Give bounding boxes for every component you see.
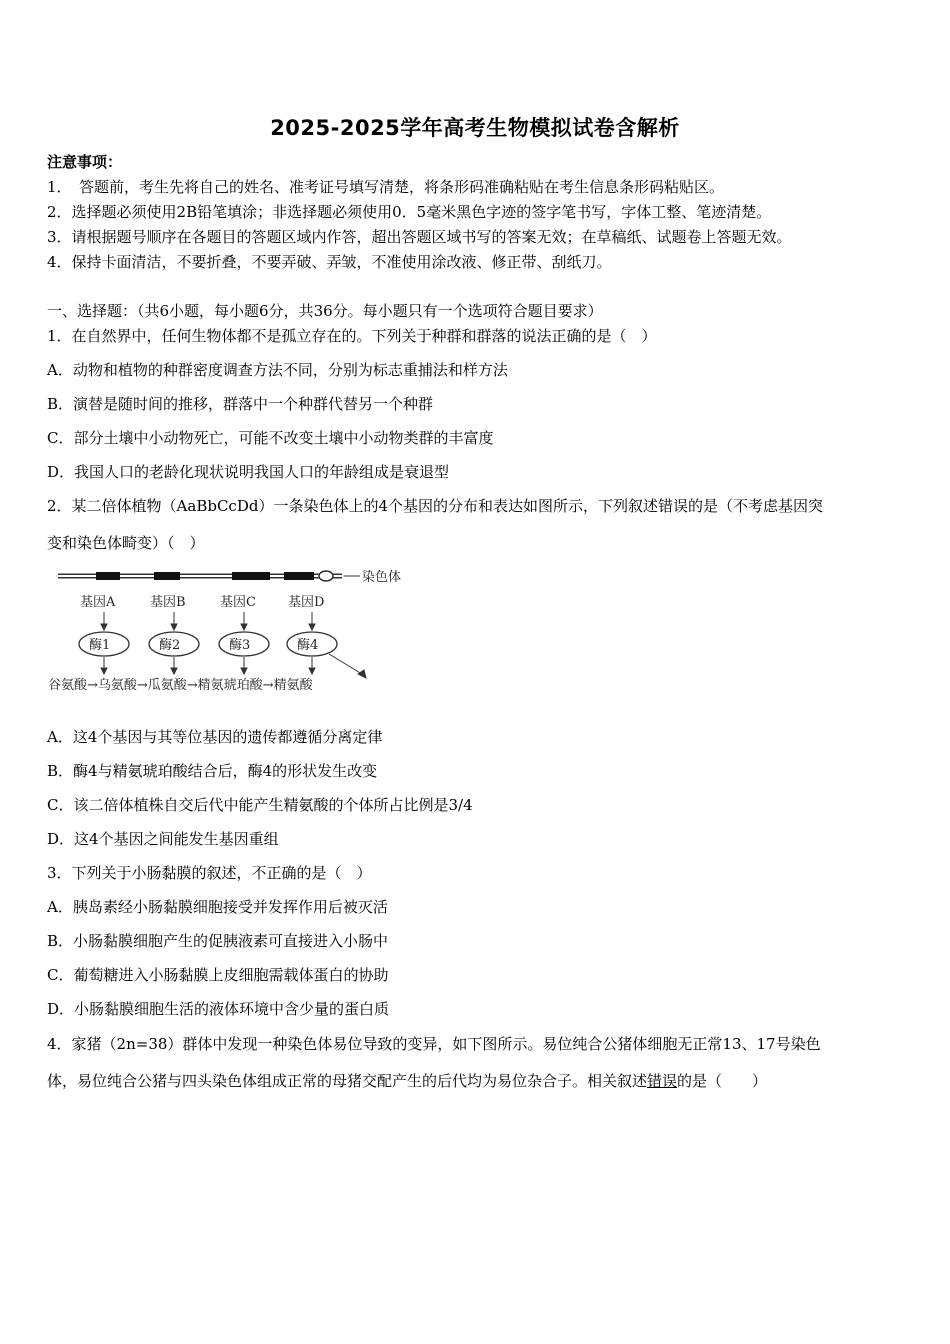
notice-item-1: 1． 答题前，考生先将自己的姓名、准考证号填写清楚，将条形码准确粘贴在考生信息条形码粘贴区。 [47, 178, 725, 196]
q4-stem-line2 [47, 1071, 767, 1091]
q3-option-a: A．胰岛素经小肠黏膜细胞接受并发挥作用后被灭活 [47, 898, 388, 916]
enzyme-1-label: 酶1 [89, 638, 111, 653]
gene-b-band [154, 572, 180, 580]
q4-stem-text-c: 的是（ ） [677, 1072, 768, 1090]
chromosome-label: 染色体 [362, 570, 402, 585]
gene-pathway-diagram [44, 562, 424, 702]
q3-stem: 3．下列关于小肠黏膜的叙述，不正确的是（ ） [47, 864, 372, 882]
notice-item-4: 4．保持卡面清洁，不要折叠，不要弄破、弄皱，不准使用涂改液、修正带、刮纸刀。 [47, 253, 612, 271]
q1-option-c: C．部分土壤中小动物死亡，可能不改变土壤中小动物类群的丰富度 [47, 429, 494, 447]
notice-item-3: 3．请根据题号顺序在各题目的答题区域内作答，超出答题区域书写的答案无效；在草稿纸、试题卷上答题无效。 [47, 228, 792, 246]
notice-heading: 注意事项： [47, 153, 123, 171]
q3-option-d: D．小肠黏膜细胞生活的液体环境中含少量的蛋白质 [47, 1000, 390, 1018]
gene-a-band [96, 572, 120, 580]
gene-c-band [232, 572, 270, 580]
q2-option-a: A．这4个基因与其等位基因的遗传都遵循分离定律 [47, 728, 383, 746]
page-title: 2025-2025学年高考生物模拟试卷含解析 [270, 116, 680, 140]
q2-option-b: B．酶4与精氨琥珀酸结合后，酶4的形状发生改变 [47, 762, 378, 780]
notice-item-2: 2．选择题必须使用2B铅笔填涂；非选择题必须使用0．5毫米黑色字迹的签字笔书写，字体工整、笔迹清楚。 [47, 203, 772, 221]
q4-stem-emphasis: 错误 [647, 1072, 678, 1090]
q1-option-b: B．演替是随时间的推移，群落中一个种群代替另一个种群 [47, 395, 434, 413]
gene-d-band [284, 572, 314, 580]
q2-option-c: C．该二倍体植株自交后代中能产生精氨酸的个体所占比例是3/4 [47, 796, 473, 814]
q3-option-b: B．小肠黏膜细胞产生的促胰液素可直接进入小肠中 [47, 932, 389, 950]
q1-option-a: A．动物和植物的种群密度调查方法不同，分别为标志重捕法和样方法 [47, 361, 508, 379]
section-heading: 一、选择题：（共6小题，每小题6分，共36分。每小题只有一个选项符合题目要求） [47, 302, 603, 320]
q2-stem-line1: 2．某二倍体植物（AaBbCcDd）一条染色体上的4个基因的分布和表达如图所示，下列叙述错误的是（不考虑基因突 [47, 497, 823, 515]
q1-stem: 1．在自然界中，任何生物体都不是孤立存在的。下列关于种群和群落的说法正确的是（ ） [47, 327, 657, 345]
chromosome [58, 569, 401, 585]
enzyme-4-label: 酶4 [297, 638, 319, 653]
q1-option-d: D．我国人口的老龄化现状说明我国人口的年龄组成是衰退型 [47, 463, 450, 481]
gene-d-label: 基因D [288, 595, 325, 610]
pathway-label: 谷氨酸→乌氨酸→瓜氨酸→精氨琥珀酸→精氨酸 [48, 678, 313, 693]
enzyme-3-label: 酶3 [229, 638, 251, 653]
q4-stem-line1: 4．家猪（2n=38）群体中发现一种染色体易位导致的变异，如下图所示。易位纯合公猪体细胞无正常13、17号染色 [47, 1035, 821, 1053]
gene-c-label: 基因C [220, 595, 256, 610]
enzyme-2-label: 酶2 [159, 638, 181, 653]
gene-b-label: 基因B [150, 595, 186, 610]
q3-option-c: C．葡萄糖进入小肠黏膜上皮细胞需载体蛋白的协助 [47, 966, 389, 984]
gene-a-label: 基因A [80, 595, 116, 610]
q2-stem-line2: 变和染色体畸变）（ ） [47, 534, 205, 552]
q2-option-d: D．这4个基因之间能发生基因重组 [47, 830, 279, 848]
q4-stem-text-a: 体，易位纯合公猪与四头染色体组成正常的母猪交配产生的后代均为易位杂合子。相关叙述 [47, 1072, 648, 1090]
